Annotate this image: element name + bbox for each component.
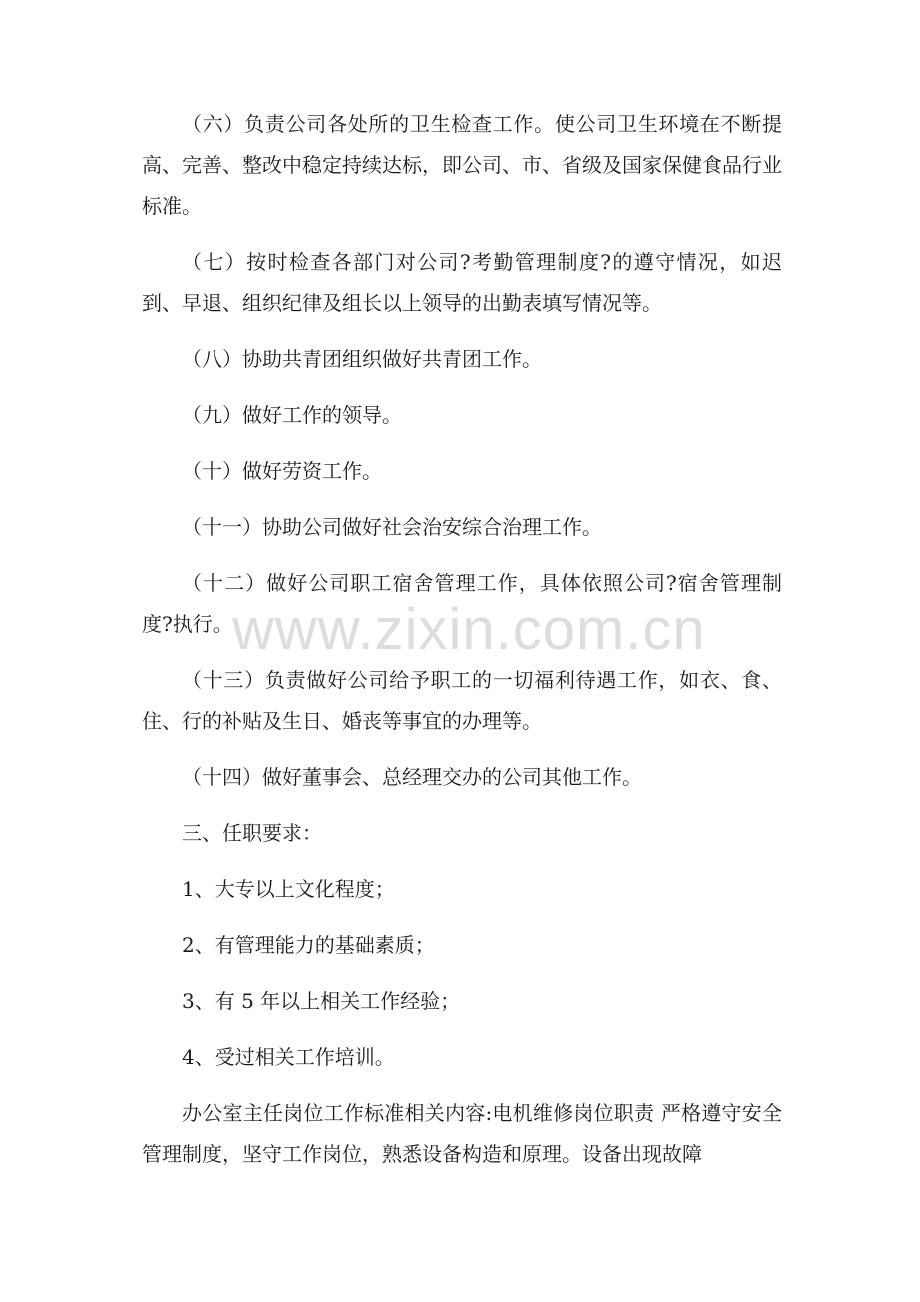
paragraph-7: （七）按时检查各部门对公司?考勤管理制度?的遵守情况，如迟到、早退、组织纪律及组长以上领导的出勤表填写情况等。	[142, 250, 782, 315]
paragraph-11: （十一）协助公司做好社会治安综合治理工作。	[182, 515, 602, 539]
paragraph-9: （九）做好工作的领导。	[182, 403, 402, 427]
watermark-text: www.zixin.com.cn	[232, 597, 706, 662]
paragraph-10: （十）做好劳资工作。	[182, 459, 382, 483]
paragraph-12: （十二）做好公司职工宿舍管理工作，具体依照公司?宿舍管理制度?执行。	[142, 571, 782, 636]
document-body	[142, 104, 782, 1190]
requirement-item-4: 4、受过相关工作培训。	[182, 1045, 395, 1069]
related-content-paragraph: 办公室主任岗位工作标准相关内容:电机维修岗位职责 严格遵守安全管理制度，坚守工作岗位，熟悉设备构造和原理。设备出现故障	[142, 1101, 782, 1166]
paragraph-14: （十四）做好董事会、总经理交办的公司其他工作。	[182, 765, 642, 789]
requirement-item-3: 3、有 5 年以上相关工作经验；	[182, 989, 461, 1013]
section-heading-requirements: 三、任职要求：	[182, 821, 322, 845]
requirement-item-2: 2、有管理能力的基础素质；	[182, 933, 435, 957]
paragraph-13: （十三）负责做好公司给予职工的一切福利待遇工作，如衣、食、住、行的补贴及生日、婚丧等事宜的办理等。	[142, 668, 782, 733]
paragraph-8: （八）协助共青团组织做好共青团工作。	[182, 347, 542, 371]
paragraph-6: （六）负责公司各处所的卫生检查工作。使公司卫生环境在不断提高、完善、整改中稳定持续达标，即公司、市、省级及国家保健食品行业标准。	[142, 112, 782, 218]
requirement-item-1: 1、大专以上文化程度；	[182, 877, 395, 901]
